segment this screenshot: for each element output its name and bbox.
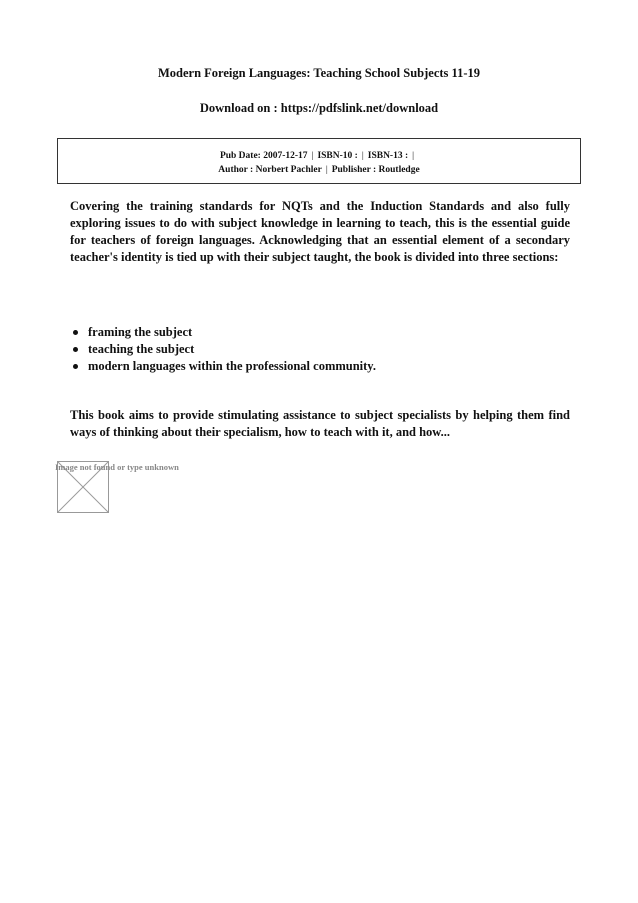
list-item <box>70 341 550 358</box>
metadata-line-author <box>58 165 580 176</box>
author: Author : Norbert Pachler <box>218 165 322 175</box>
list-item <box>70 324 550 341</box>
list-item-text: teaching the subject <box>88 342 195 356</box>
metadata-line-publication <box>58 151 580 162</box>
sections-list <box>70 324 550 375</box>
download-link[interactable]: Download on : https://pdfslink.net/download <box>199 101 439 115</box>
separator: | <box>361 151 364 161</box>
bullet-icon <box>73 347 78 352</box>
isbn-13: ISBN-13 : <box>367 151 409 161</box>
list-item <box>70 358 550 375</box>
list-item-text: modern languages within the professional community. <box>88 359 376 373</box>
bullet-icon <box>73 330 78 335</box>
separator: | <box>311 151 314 161</box>
publisher: Publisher : Routledge <box>331 165 420 175</box>
isbn-10: ISBN-10 : <box>317 151 358 161</box>
separator: | <box>412 151 415 161</box>
separator: | <box>325 165 328 175</box>
document-title: Modern Foreign Languages: Teaching School Subjects 11-19 <box>157 66 481 80</box>
bullet-icon <box>73 364 78 369</box>
closing-paragraph: This book aims to provide stimulating assistance to subject specialists by helping them find ways of thinking about their specialism, how to teach with it, and how... <box>70 408 570 439</box>
pub-date: Pub Date: 2007-12-17 <box>219 151 308 161</box>
book-description: Covering the training standards for NQTs and the Induction Standards and also fully exploring issues to do with subject knowledge in learning to teach, this is the essential guide for teachers of foreign languages. Acknowledging that an essential element of a secondary teacher's identity is tied up with their subject taught, the book is divided into three sections: <box>70 199 570 264</box>
metadata-box <box>57 138 581 184</box>
image-placeholder-label: Image not found or type unknown <box>55 462 179 472</box>
list-item-text: framing the subject <box>88 325 193 339</box>
